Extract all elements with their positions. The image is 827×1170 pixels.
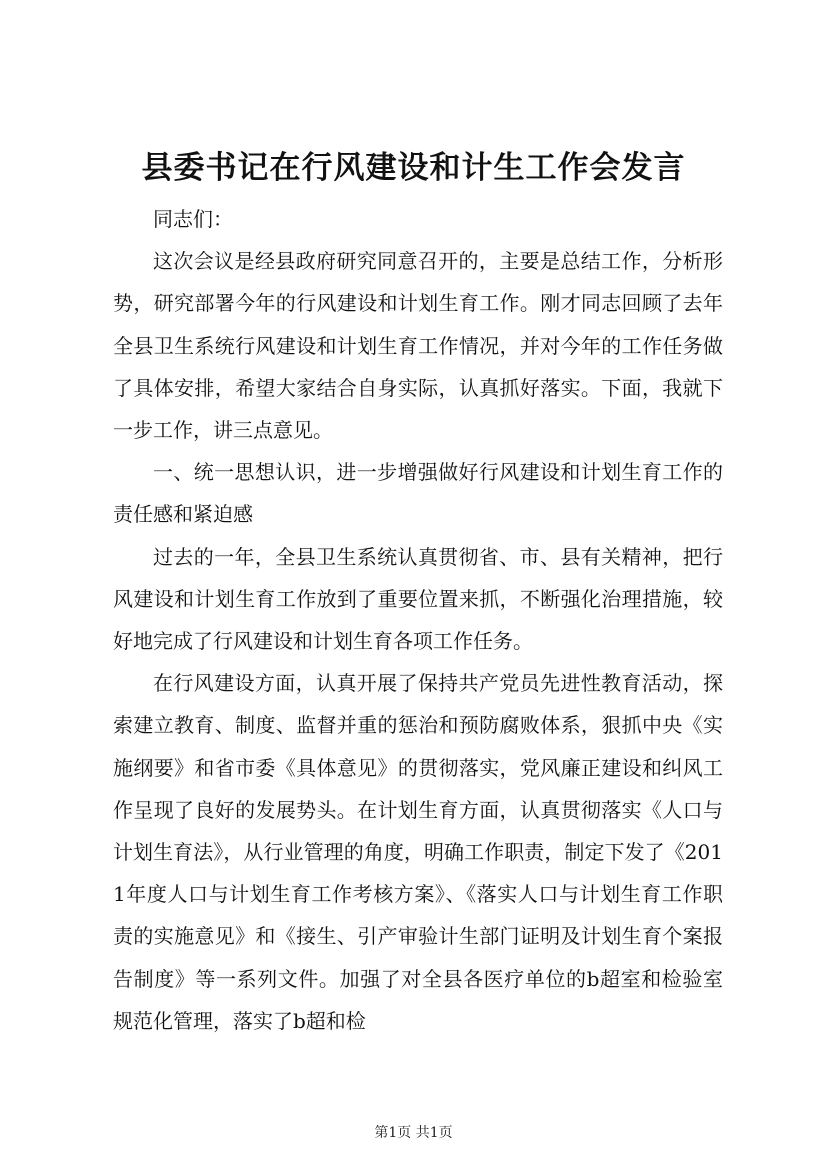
- review-paragraph: 过去的一年，全县卫生系统认真贯彻省、市、县有关精神，把行风建设和计划生育工作放到了重要位置来抓，不断强化治理措施，较好地完成了行风建设和计划生育各项工作任务。: [113, 544, 723, 654]
- details-paragraph: 在行风建设方面，认真开展了保持共产党员先进性教育活动，探索建立教育、制度、监督并重的惩治和预防腐败体系，狠抓中央《实施纲要》和省市委《具体意见》的贯彻落实，党风廉正建设和纠风工作呈现了良好的发展势头。在计划生育方面，认真贯彻落实《人口与计划生育法》，从行业管理的角度，明确工作职责，制定下发了《2011年度人口与计划生育工作考核方案》、《落实人口与计划生育工作职责的实施意见》和《接生、引产审验计生部门证明及计划生育个案报告制度》等一系列文件。加强了对全县各医疗单位的b超室和检验室规范化管理，落实了b超和检: [113, 671, 723, 1033]
- salutation-paragraph: 同志们：: [153, 207, 233, 231]
- document-title: 县委书记在行风建设和计生工作会发言: [141, 150, 686, 186]
- document-body: [113, 198, 723, 1042]
- opening-paragraph: 这次会议是经县政府研究同意召开的，主要是总结工作，分析形势，研究部署今年的行风建设和计划生育工作。刚才同志回顾了去年全县卫生系统行风建设和计划生育工作情况，并对今年的工作任务做了具体安排，希望大家结合自身实际，认真抓好落实。下面，我就下一步工作，讲三点意见。: [113, 249, 723, 443]
- page-footer: 第1页 共1页: [374, 1125, 453, 1141]
- section-heading-1: 一、统一思想认识，进一步增强做好行风建设和计划生育工作的责任感和紧迫感: [113, 460, 723, 527]
